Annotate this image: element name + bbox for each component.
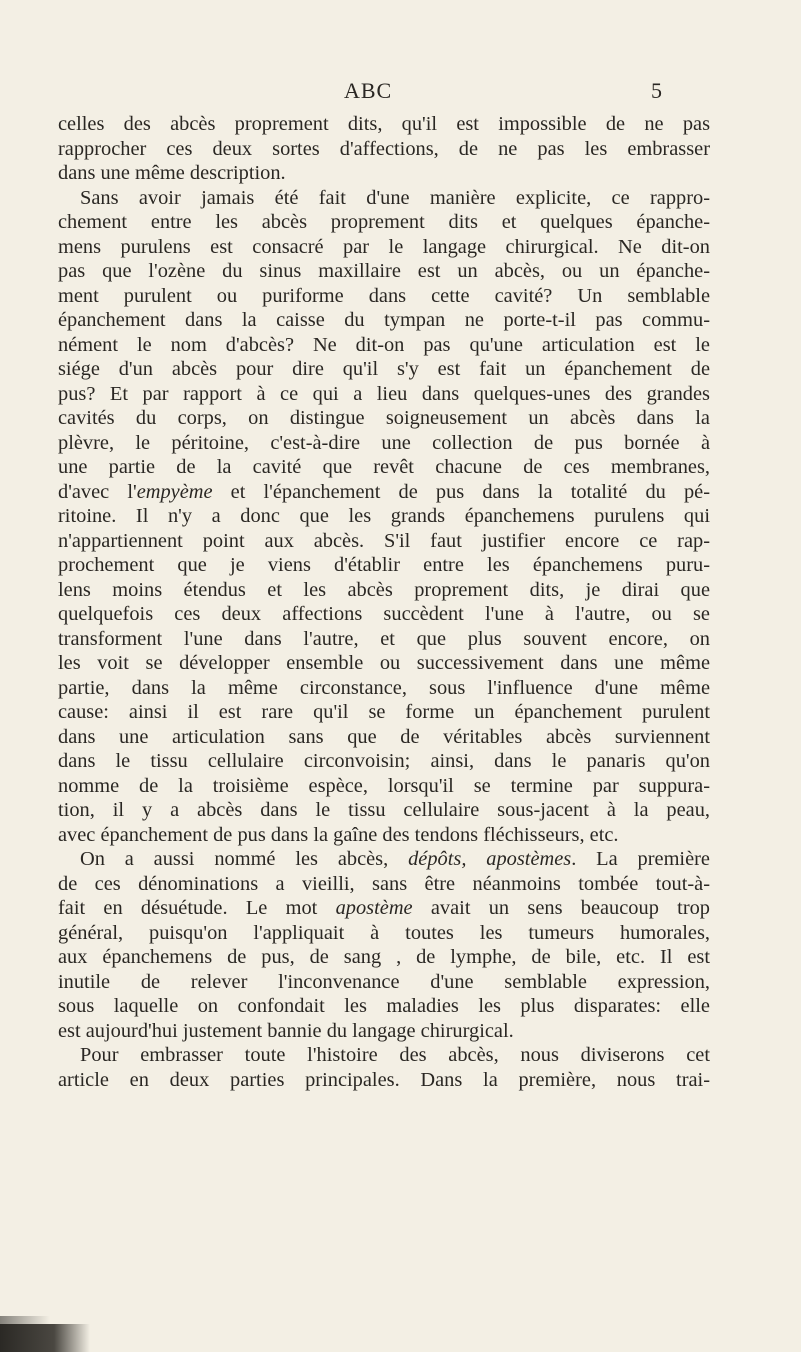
paragraph-line: nément le nom d'abcès? Ne dit-on pas qu'une articulation est le [58,333,710,356]
running-header [0,78,801,106]
paragraph-line: est aujourd'hui justement bannie du langage chirurgical. [58,1019,514,1042]
paragraph-line: fait en désuétude. Le mot apostème avait un sens beaucoup trop [58,897,710,919]
paragraph: On a aussi nommé les abcès, dépôts, apostèmes. La première [80,848,710,870]
paragraph-line: partie, dans la même circonstance, sous l'influence d'une même [58,676,710,699]
paragraph-line: chement entre les abcès proprement dits et quelques épanche- [58,211,710,233]
italic-term: empyème [136,480,213,503]
paragraph-line: cavités du corps, on distingue soigneusement un abcès dans la [58,407,710,429]
paragraph-line: dans une articulation sans que de véritables abcès surviennent [58,725,710,748]
paragraph-line: général, puisqu'on l'appliquait à toutes les tumeurs humorales, [58,921,710,944]
paragraph-line: n'appartiennent point aux abcès. S'il faut justifier encore ce rap- [58,529,710,552]
paragraph-line: article en deux parties principales. Dans la première, nous trai- [58,1068,710,1091]
paragraph: celles des abcès proprement dits, qu'il est impossible de ne pas [58,113,710,135]
paragraph-line: lens moins étendus et les abcès proprement dits, je dirai que [58,578,710,601]
page-edge-shadow [0,1324,90,1352]
page-number: 5 [651,78,662,103]
paragraph-line: nomme de la troisième espèce, lorsqu'il se termine par suppura- [58,774,710,797]
running-title: ABC [344,78,393,103]
paragraph-line: pas que l'ozène du sinus maxillaire est un abcès, ou un épanche- [58,260,710,282]
body-text [58,112,710,1092]
paragraph-line: les voit se développer ensemble ou successivement dans une même [58,652,710,674]
paragraph-line: de ces dénominations a vieilli, sans être néanmoins tombée tout-à- [58,872,710,895]
paragraph-line: d'avec l'empyème et l'épanchement de pus dans la totalité du pé- [58,480,710,503]
italic-term: dépôts, apostèmes [408,848,572,870]
paragraph-line: épanchement dans la caisse du tympan ne porte-t-il pas commu- [58,309,710,331]
paragraph-line: aux épanchemens de pus, de sang , de lymphe, de bile, etc. Il est [58,946,710,968]
paragraph: Pour embrasser toute l'histoire des abcès, nous diviserons cet [80,1044,710,1066]
paragraph-line: cause: ainsi il est rare qu'il se forme un épanchement purulent [58,701,710,723]
paragraph-line: transforment l'une dans l'autre, et que plus souvent encore, on [58,627,710,650]
paragraph-line: quelquefois ces deux affections succèdent l'une à l'autre, ou se [58,603,710,625]
paragraph-line: tion, il y a abcès dans le tissu cellulaire sous-jacent à la peau, [58,799,710,821]
paragraph-line: inutile de relever l'inconvenance d'une semblable expression, [58,970,710,993]
paragraph: Sans avoir jamais été fait d'une manière explicite, ce rappro- [80,186,710,209]
paragraph-line: une partie de la cavité que revêt chacune de ces membranes, [58,456,710,478]
paragraph-line: prochement que je viens d'établir entre les épanchemens puru- [58,554,710,576]
paragraph-line: ritoine. Il n'y a donc que les grands épanchemens purulens qui [58,505,710,527]
paragraph-line: sous laquelle on confondait les maladies les plus disparates: elle [58,995,710,1017]
paragraph-line: avec épanchement de pus dans la gaîne des tendons fléchisseurs, etc. [58,823,619,846]
paragraph-line: siége d'un abcès pour dire qu'il s'y est fait un épanchement de [58,358,710,380]
italic-term: apostème [335,897,413,919]
paragraph-line: dans le tissu cellulaire circonvoisin; ainsi, dans le panaris qu'on [58,750,710,772]
paragraph-line: rapprocher ces deux sortes d'affections, de ne pas les embrasser [58,137,710,160]
page-edge-shadow [0,1316,50,1324]
paragraph-line: pus? Et par rapport à ce qui a lieu dans quelques-unes des grandes [58,382,710,405]
paragraph-line: plèvre, le péritoine, c'est-à-dire une collection de pus bornée à [58,431,710,454]
paragraph-line: mens purulens est consacré par le langage chirurgical. Ne dit-on [58,235,710,258]
paragraph-line: ment purulent ou puriforme dans cette cavité? Un semblable [58,284,710,307]
paragraph-line: dans une même description. [58,162,286,184]
